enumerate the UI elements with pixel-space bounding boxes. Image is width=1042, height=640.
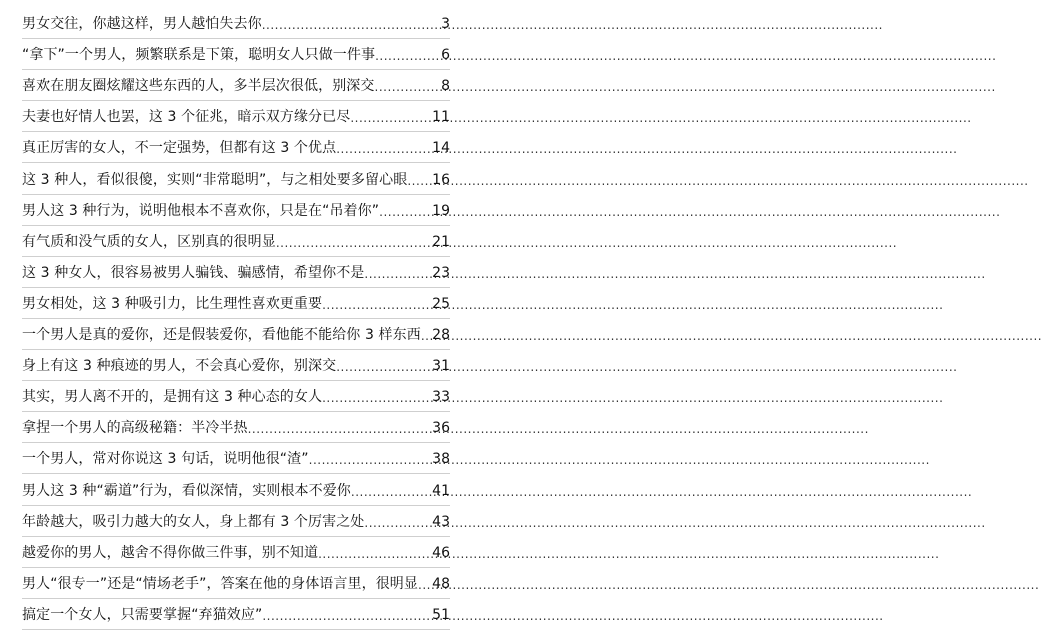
toc-dot-leader <box>322 391 431 405</box>
toc-dot-leader <box>262 18 440 32</box>
toc-entry-title[interactable]: 夫妻也好情人也罢，这 3 个征兆，暗示双方缘分已尽 <box>22 109 351 126</box>
toc-entry-title[interactable]: 男人“很专一”还是“情场老手”，答案在他的身体语言里，很明显 <box>22 575 419 592</box>
toc-entry[interactable] <box>22 8 450 39</box>
toc-dot-leader <box>336 142 431 156</box>
toc-entry[interactable] <box>22 163 450 194</box>
toc-entry-page[interactable]: 31 <box>432 358 450 375</box>
toc-dot-leader <box>364 516 431 530</box>
toc-entry-page[interactable]: 33 <box>432 389 450 406</box>
toc-entry-title[interactable]: 男人这 3 种行为，说明他根本不喜欢你，只是在“吊着你” <box>22 202 380 219</box>
toc-entry[interactable] <box>22 101 450 132</box>
toc-entry-title[interactable]: 年龄越大，吸引力越大的女人，身上都有 3 个厉害之处 <box>22 513 365 530</box>
table-of-contents <box>0 0 476 640</box>
toc-entry-page[interactable]: 3 <box>441 16 450 33</box>
toc-entry-page[interactable]: 51 <box>432 606 450 623</box>
toc-dot-leader <box>248 422 432 436</box>
toc-entry-page[interactable]: 38 <box>432 451 450 468</box>
toc-entry[interactable] <box>22 474 450 505</box>
toc-dot-leader <box>375 80 441 94</box>
toc-entry-title[interactable]: 有气质和没气质的女人，区别真的很明显 <box>22 233 276 250</box>
toc-entry[interactable] <box>22 195 450 226</box>
toc-dot-leader <box>375 49 440 63</box>
toc-dot-leader <box>350 111 431 125</box>
toc-entry-page[interactable]: 43 <box>432 513 450 530</box>
toc-entry[interactable] <box>22 257 450 288</box>
toc-entry-page[interactable]: 8 <box>441 78 450 95</box>
toc-entry-title[interactable]: 其实，男人离不开的，是拥有这 3 种心态的女人 <box>22 389 323 406</box>
toc-entry-title[interactable]: 这 3 种人，看似很傻，实则“非常聪明”，与之相处要多留心眼 <box>22 171 408 188</box>
toc-dot-leader <box>421 329 431 343</box>
toc-entry-page[interactable]: 16 <box>432 171 450 188</box>
toc-entry-page[interactable]: 48 <box>432 575 450 592</box>
toc-entry-title[interactable]: “拿下”一个男人，频繁联系是下策，聪明女人只做一件事 <box>22 47 376 64</box>
toc-entry-title[interactable]: 身上有这 3 种痕迹的男人，不会真心爱你，别深交 <box>22 358 337 375</box>
toc-entry-title[interactable]: 男女交往，你越这样，男人越怕失去你 <box>22 16 262 33</box>
toc-entry-title[interactable]: 喜欢在朋友圈炫耀这些东西的人，多半层次很低，别深交 <box>22 78 375 95</box>
toc-entry-page[interactable]: 25 <box>432 295 450 312</box>
toc-entry-title[interactable]: 男人这 3 种“霸道”行为，看似深情，实则根本不爱你 <box>22 482 351 499</box>
toc-dot-leader <box>407 174 431 188</box>
toc-entry[interactable] <box>22 443 450 474</box>
toc-entry[interactable] <box>22 381 450 412</box>
toc-entry-page[interactable]: 36 <box>432 420 450 437</box>
toc-dot-leader <box>318 547 431 561</box>
toc-dot-leader <box>418 578 431 592</box>
toc-entry-page[interactable]: 14 <box>432 140 450 157</box>
toc-entry-page[interactable]: 46 <box>432 544 450 561</box>
toc-entry-page[interactable]: 23 <box>432 264 450 281</box>
toc-entry-page[interactable]: 21 <box>432 233 450 250</box>
toc-entry-title[interactable]: 这 3 种女人，很容易被男人骗钱、骗感情，希望你不是 <box>22 264 365 281</box>
toc-entry-title[interactable]: 一个男人，常对你说这 3 句话，说明他很“渣” <box>22 451 309 468</box>
toc-entry[interactable] <box>22 506 450 537</box>
toc-entry-title[interactable]: 拿捏一个男人的高级秘籍：半冷半热 <box>22 420 248 437</box>
toc-entry-page[interactable]: 6 <box>441 47 450 64</box>
toc-dot-leader <box>351 485 431 499</box>
toc-entry[interactable] <box>22 599 450 630</box>
toc-entry[interactable] <box>22 288 450 319</box>
toc-entry[interactable] <box>22 319 450 350</box>
toc-entry[interactable] <box>22 537 450 568</box>
toc-dot-leader <box>322 298 431 312</box>
toc-entry[interactable] <box>22 226 450 257</box>
toc-entry[interactable] <box>22 568 450 599</box>
toc-dot-leader <box>309 453 432 467</box>
toc-dot-leader <box>379 205 431 219</box>
toc-entry-title[interactable]: 越爱你的男人，越舍不得你做三件事，别不知道 <box>22 544 319 561</box>
toc-dot-leader <box>364 267 431 281</box>
toc-entry[interactable] <box>22 39 450 70</box>
toc-entry-page[interactable]: 19 <box>432 202 450 219</box>
toc-entry[interactable] <box>22 70 450 101</box>
toc-entry-title[interactable]: 一个男人是真的爱你，还是假装爱你，看他能不能给你 3 样东西 <box>22 327 421 344</box>
toc-entry-title[interactable]: 真正厉害的女人，不一定强势，但都有这 3 个优点 <box>22 140 337 157</box>
toc-dot-leader <box>336 360 431 374</box>
toc-entry-page[interactable]: 41 <box>432 482 450 499</box>
toc-entry-page[interactable]: 11 <box>432 109 450 126</box>
toc-entry[interactable] <box>22 132 450 163</box>
toc-entry-page[interactable]: 28 <box>432 327 450 344</box>
toc-entry-title[interactable]: 搞定一个女人，只需要掌握“弃猫效应” <box>22 606 263 623</box>
toc-dot-leader <box>276 236 431 250</box>
toc-entry-title[interactable]: 男女相处，这 3 种吸引力，比生理性喜欢更重要 <box>22 295 323 312</box>
toc-entry[interactable] <box>22 350 450 381</box>
toc-entry[interactable] <box>22 412 450 443</box>
toc-dot-leader <box>262 609 431 623</box>
